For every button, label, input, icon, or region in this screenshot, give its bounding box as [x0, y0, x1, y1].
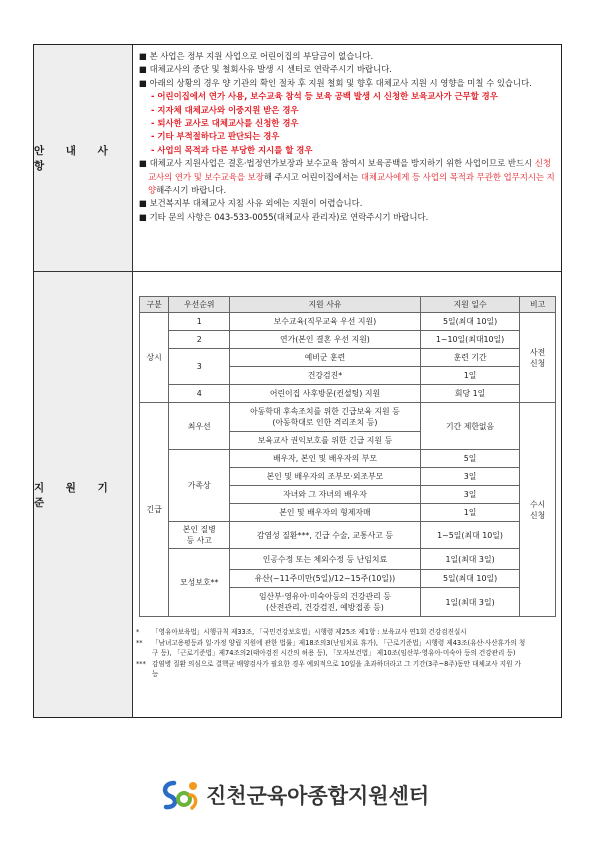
- footnote-text: 「영유아보육법」시행규칙 제33조, 「국민건강보호법」시행령 제25조 제1항 : 보육교사 연1회 건강검진실시: [152, 628, 467, 636]
- reason-cell: 건강검진*: [230, 367, 421, 385]
- notice-item: ■ 기타 문의 사항은 043-533-0055(대체교사 관리자)로 연락주시기 바랍니다.: [139, 211, 429, 222]
- reason-cell: 유산(~11주미만(5일)/12~15주(10일)): [230, 570, 421, 588]
- warning-item: - 기타 부적절하다고 판단되는 경우: [151, 131, 280, 142]
- footer: [160, 775, 460, 815]
- notice-list: [139, 50, 557, 224]
- reason-cell: 연가(본인 결혼 우선 지원): [230, 331, 421, 349]
- note-advance: 사전 신청: [520, 313, 556, 403]
- notice-item: ■ 보건복지부 대체교사 지침 사유 외에는 지원이 어렵습니다.: [139, 198, 363, 209]
- days-cell: 5일(최대 10일): [420, 313, 520, 331]
- days-cell: 1일: [420, 504, 520, 522]
- notice-item: ■ 아래의 상황의 경우 양 기관의 확인 절차 후 지원 철회 및 향후 대체교사 지원 시 영향을 미칠 수 있습니다.: [139, 77, 532, 88]
- reason-cell: 자녀와 그 자녀의 배우자: [230, 486, 421, 504]
- header-category: 구분: [140, 297, 169, 313]
- days-cell: 3일: [420, 486, 520, 504]
- reason-cell: 보수교육(직무교육 우선 지원): [230, 313, 421, 331]
- reason-cell: 배우자, 본인 및 배우자의 부모: [230, 450, 421, 468]
- section-divider: [34, 271, 561, 272]
- notice-text: ■ 대체교사 지원사업은 결혼·법정연가보장과 보수교육 참여시 보육공백을 방지하기 위한 사업이므로 반드시: [139, 158, 535, 169]
- days-cell: 1일(최대 3일): [420, 549, 520, 570]
- header-priority: 우선순위: [169, 297, 230, 313]
- footnote-text: 「남녀고용평등과 일·가정 양립 지원에 관한 법률」제18조의3(난임치료 휴가), 「근로기준법」시행령 제43조(유산·사산휴가의 청구 등), 「근로기준법」제74조의2(태아검진 시간의 허용 등), 「모자보건법」 제10조(임산부·영유아·미숙아 등의 건강관리 등): [152, 638, 526, 658]
- reason-cell: 보육교사 권익보호를 위한 긴급 지원 등: [230, 432, 421, 450]
- footnote: [136, 627, 526, 638]
- notice-highlight: 신청교사의 연가 및 보수교육을 보장: [148, 158, 552, 182]
- header-days: 지원 일수: [420, 297, 520, 313]
- reason-cell: 아동학대 후속조치를 위한 긴급보육 지원 등 (아동학대로 인한 격리조치 등): [230, 403, 421, 432]
- footnote-mark: *: [136, 628, 140, 636]
- subcategory-top: 최우선: [169, 403, 230, 450]
- notice-highlight: 대체교사에게 등 사업의 목적과 무관한 업무지시는 지양: [148, 171, 555, 196]
- notice-item: ■ 본 사업은 정부 지원 사업으로 어린이집의 부담금이 없습니다.: [139, 51, 374, 61]
- reason-cell: 어린이집 사후방문(컨설팅) 지원: [230, 385, 421, 403]
- days-cell: 5일(최대 10일): [420, 570, 520, 588]
- warning-item: - 사업의 목적과 다른 부당한 지시를 할 경우: [151, 144, 313, 155]
- category-regular: 상시: [140, 313, 169, 403]
- priority-cell: 4: [169, 385, 230, 403]
- days-cell: 3일: [420, 468, 520, 486]
- header-note: 비고: [520, 297, 556, 313]
- footnote-mark: ***: [136, 659, 146, 668]
- notice-text: 해주시기 바랍니다.: [156, 185, 227, 196]
- reason-cell: 임산부·영유아·미숙아등의 건강관리 등 (산전관리, 건강검진, 예방접종 등): [230, 588, 421, 617]
- footnote: [136, 659, 526, 680]
- reason-cell: 인공수정 또는 체외수정 등 난임치료: [230, 549, 421, 570]
- center-logo-icon: [160, 777, 200, 813]
- criteria-table: [139, 296, 556, 617]
- days-cell: 훈련 기간: [420, 349, 520, 367]
- priority-cell: 3: [169, 349, 230, 385]
- days-cell: 회당 1일: [420, 385, 520, 403]
- footnote: [136, 638, 526, 659]
- days-cell: 1일(최대 3일): [420, 588, 520, 617]
- days-cell: 기간 제한없음: [420, 403, 520, 450]
- center-name: 진천군육아종합지원센터: [206, 784, 430, 808]
- warning-item: - 지자체 대체교사와 이중지원 받은 경우: [151, 104, 299, 115]
- footnotes: [136, 627, 526, 680]
- reason-cell: 감염성 질환***, 긴급 수술, 교통사고 등: [230, 522, 421, 549]
- subcategory-maternity: 모성보호**: [169, 549, 230, 617]
- column-divider: [132, 45, 133, 717]
- days-cell: 5일: [420, 450, 520, 468]
- days-cell: 1~5일(최대 10일): [420, 522, 520, 549]
- guide-label: 안 내 사 항: [34, 45, 132, 271]
- category-urgent: 긴급: [140, 403, 169, 617]
- notice-item: ■ 대체교사의 중단 및 철회사유 발생 시 센터로 연락주시기 바랍니다.: [139, 64, 392, 75]
- priority-cell: 2: [169, 331, 230, 349]
- subcategory-family: 가족상: [169, 450, 230, 522]
- note-anytime: 수시 신청: [520, 403, 556, 617]
- priority-cell: 1: [169, 313, 230, 331]
- criteria-label: 지 원 기 준: [34, 272, 132, 717]
- footnote-text: 감염병 질환 의심으로 결핵균 배양검사가 필요한 경우 예외적으로 10일을 초과하더라고 그 기간(3주~8주)동안 대체교사 지원 가능: [152, 659, 521, 679]
- footnote-mark: **: [136, 638, 143, 647]
- days-cell: 1~10일(최대10일): [420, 331, 520, 349]
- notice-item-substitute: [139, 157, 557, 197]
- header-reason: 지원 사유: [230, 297, 421, 313]
- warning-item: - 어린이집에서 연가 사용, 보수교육 참석 등 보육 공백 발생 시 신청한 보육교사가 근무할 경우: [151, 91, 498, 102]
- warning-item: - 퇴사한 교사로 대체교사를 신청한 경우: [151, 118, 299, 129]
- notice-text: 해 주시고 어린이집에서는: [263, 171, 361, 182]
- reason-cell: 본인 및 배우자의 조부모·외조부모: [230, 468, 421, 486]
- subcategory-illness: 본인 질병 등 사고: [169, 522, 230, 549]
- days-cell: 1일: [420, 367, 520, 385]
- reason-cell: 본인 및 배우자의 형제자매: [230, 504, 421, 522]
- reason-cell: 예비군 훈련: [230, 349, 421, 367]
